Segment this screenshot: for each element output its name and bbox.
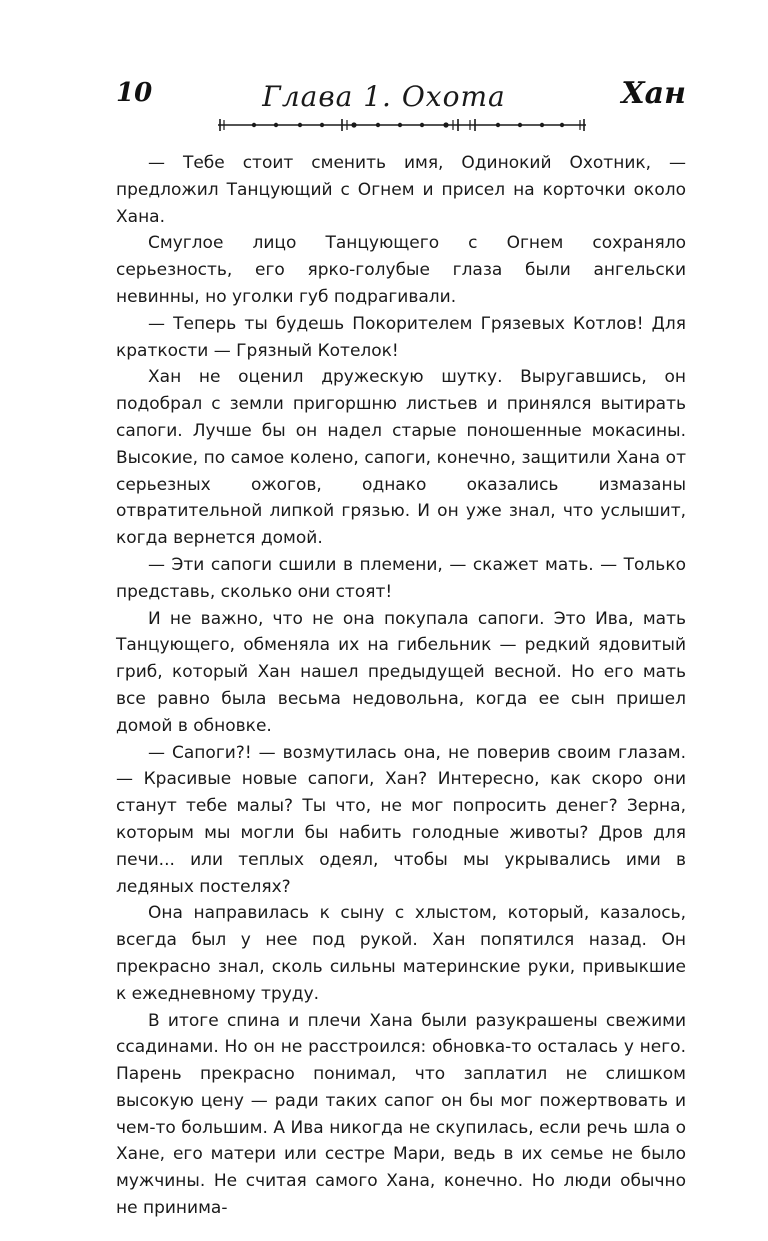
chapter-title: Глава 1. Охота [262,80,506,113]
paragraph: — Эти сапоги сшили в племени, — скажет мать. — Только представь, сколько они стоят! [116,554,686,602]
paragraph: И не важно, что не она покупала сапоги. Это Ива, мать Танцующего, обменяла их на гибельник — редкий ядовитый гриб, который Хан нашел предыдущей весной. Но его мать все равно была весьма недовольна, когда ее сын пришел домой в обновке. [116,608,686,736]
book-title: Хан [621,76,686,111]
paragraph: В итоге спина и плечи Хана были разукрашены свежими ссадинами. Но он не расстроился: обновка-то осталась у него. Парень прекрасно понимал, что заплатил не слишком высокую цену — ради таких сапог он бы мог пожертвовать и чем-то большим. А Ива никогда не скупилась, если речь шла о Хане, его матери или сестре Мари, ведь в их семье не было мужчины. Не считая самого Хана, конечно. Но люди обычно не принима- [116,1010,686,1219]
body-text [116,150,686,1222]
paragraph: — Сапоги?! — возмутилась она, не поверив своим глазам. — Красивые новые сапоги, Хан? Интересно, как скоро они станут тебе малы? Ты что, не мог попросить денег? Зерна, которым мы могли бы набить голодные животы? Дров для печи... или теплых одеял, чтобы мы укрывались ими в ледяных постелях? [116,742,686,897]
paragraph: — Тебе стоит сменить имя, Одинокий Охотник, — предложил Танцующий с Огнем и присел на корточки около Хана. [116,153,686,227]
paragraph: Она направилась к сыну с хлыстом, который, казалось, всегда был у нее под рукой. Хан попятился назад. Он прекрасно знал, сколь сильны материнские руки, привыкшие к ежедневному труду. [116,903,686,1004]
paragraph: — Теперь ты будешь Покорителем Грязевых Котлов! Для краткости — Грязный Котелок! [116,313,686,361]
running-header [0,0,768,140]
paragraph: Хан не оценил дружескую шутку. Выругавшись, он подобрал с земли пригоршню листьев и принялся вытирать сапоги. Лучше бы он надел старые поношенные мокасины. Высокие, по самое колено, сапоги, конечно, защитили Хана от серьезных ожогов, однако оказались измазаны отвратительной липкой грязью. И он уже знал, что услышит, когда вернется домой. [116,367,686,549]
ornamental-divider-icon [214,116,590,134]
page-number: 10 [116,78,153,108]
paragraph: Смуглое лицо Танцующего с Огнем сохраняло серьезность, его ярко-голубые глаза были ангельски невинны, но уголки губ подрагивали. [116,233,686,307]
